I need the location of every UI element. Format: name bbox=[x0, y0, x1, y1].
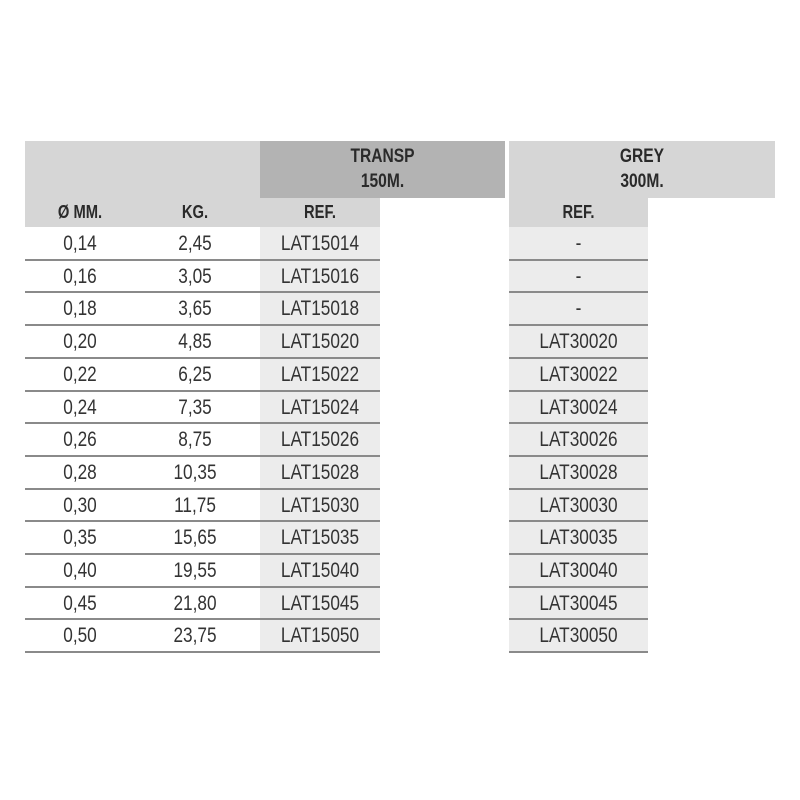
cell-kg: 7,35 bbox=[178, 395, 212, 419]
cell-ref-grey: - bbox=[575, 264, 582, 288]
row-divider-right bbox=[509, 422, 648, 424]
row-divider-left bbox=[25, 390, 380, 392]
cell-ref-grey: LAT30040 bbox=[539, 559, 618, 582]
cell-mm: 0,18 bbox=[63, 297, 97, 321]
cell-mm: 0,20 bbox=[63, 330, 97, 354]
cell-ref-grey: LAT30045 bbox=[539, 591, 618, 615]
grey-title: GREY bbox=[619, 146, 665, 167]
cell-kg: 21,80 bbox=[173, 591, 217, 615]
row-divider-right bbox=[509, 291, 648, 293]
row-divider-left bbox=[25, 259, 380, 261]
cell-kg: 2,45 bbox=[178, 232, 212, 255]
cell-ref-transp: LAT15018 bbox=[280, 297, 360, 321]
cell-ref-transp: LAT15014 bbox=[280, 232, 360, 255]
cell-kg: 8,75 bbox=[178, 428, 212, 452]
row-divider-left bbox=[25, 357, 380, 359]
row-divider-left bbox=[25, 291, 380, 293]
cell-ref-transp: LAT15024 bbox=[280, 395, 360, 419]
cell-ref-grey: LAT30020 bbox=[539, 330, 618, 354]
row-divider-right bbox=[509, 586, 648, 588]
cell-mm: 0,22 bbox=[63, 362, 97, 386]
cell-kg: 3,05 bbox=[178, 264, 212, 288]
cell-mm: 0,35 bbox=[63, 526, 97, 550]
cell-kg: 4,85 bbox=[178, 330, 212, 354]
column-header-mm: Ø MM. bbox=[57, 202, 103, 222]
transp-length: 150M. bbox=[360, 171, 405, 192]
cell-ref-transp: LAT15016 bbox=[280, 264, 360, 288]
cell-mm: 0,28 bbox=[63, 460, 97, 484]
row-divider-right bbox=[509, 488, 648, 490]
row-divider-right bbox=[509, 390, 648, 392]
cell-ref-grey: LAT30028 bbox=[539, 460, 618, 484]
cell-ref-grey: - bbox=[575, 232, 582, 255]
row-divider-left bbox=[25, 422, 380, 424]
cell-ref-transp: LAT15022 bbox=[280, 362, 360, 386]
cell-mm: 0,30 bbox=[63, 493, 97, 517]
cell-mm: 0,24 bbox=[63, 395, 97, 419]
cell-mm: 0,26 bbox=[63, 428, 97, 452]
row-divider-left bbox=[25, 488, 380, 490]
column-header-kg: KG. bbox=[181, 202, 209, 222]
row-divider-left bbox=[25, 651, 380, 653]
cell-ref-grey: LAT30026 bbox=[539, 428, 618, 452]
cell-kg: 15,65 bbox=[173, 526, 217, 550]
cell-kg: 11,75 bbox=[174, 493, 216, 517]
row-divider-right bbox=[509, 357, 648, 359]
cell-mm: 0,45 bbox=[63, 591, 97, 615]
cell-mm: 0,40 bbox=[63, 559, 97, 582]
column-header-ref-grey: REF. bbox=[562, 202, 595, 222]
cell-ref-grey: - bbox=[575, 297, 582, 321]
cell-kg: 19,55 bbox=[173, 559, 217, 582]
row-divider-right bbox=[509, 324, 648, 326]
cell-kg: 23,75 bbox=[173, 624, 217, 648]
row-divider-left bbox=[25, 520, 380, 522]
row-divider-right bbox=[509, 553, 648, 555]
cell-ref-transp: LAT15026 bbox=[280, 428, 360, 452]
cell-kg: 3,65 bbox=[178, 297, 212, 321]
cell-ref-transp: LAT15035 bbox=[280, 526, 360, 550]
cell-ref-grey: LAT30035 bbox=[539, 526, 618, 550]
cell-ref-grey: LAT30050 bbox=[539, 624, 618, 648]
column-header-ref-transp: REF. bbox=[303, 202, 336, 222]
cell-kg: 10,35 bbox=[173, 460, 217, 484]
cell-ref-transp: LAT15028 bbox=[280, 460, 360, 484]
row-divider-right bbox=[509, 520, 648, 522]
cell-ref-transp: LAT15040 bbox=[280, 559, 360, 582]
cell-ref-transp: LAT15030 bbox=[280, 493, 360, 517]
cell-ref-transp: LAT15020 bbox=[280, 330, 360, 354]
cell-kg: 6,25 bbox=[178, 362, 212, 386]
cell-ref-transp: LAT15045 bbox=[280, 591, 360, 615]
row-divider-left bbox=[25, 324, 380, 326]
cell-mm: 0,16 bbox=[63, 264, 97, 288]
grey-length: 300M. bbox=[620, 171, 664, 192]
cell-ref-transp: LAT15050 bbox=[280, 624, 360, 648]
cell-ref-grey: LAT30030 bbox=[539, 493, 618, 517]
row-divider-right bbox=[509, 618, 648, 620]
cell-mm: 0,14 bbox=[63, 232, 97, 255]
row-divider-left bbox=[25, 455, 380, 457]
transp-title: TRANSP bbox=[350, 146, 415, 167]
row-divider-left bbox=[25, 586, 380, 588]
row-divider-right bbox=[509, 651, 648, 653]
cell-ref-grey: LAT30022 bbox=[539, 362, 618, 386]
cell-mm: 0,50 bbox=[63, 624, 97, 648]
row-divider-right bbox=[509, 455, 648, 457]
cell-ref-grey: LAT30024 bbox=[539, 395, 618, 419]
row-divider-left bbox=[25, 618, 380, 620]
row-divider-right bbox=[509, 259, 648, 261]
row-divider-left bbox=[25, 553, 380, 555]
